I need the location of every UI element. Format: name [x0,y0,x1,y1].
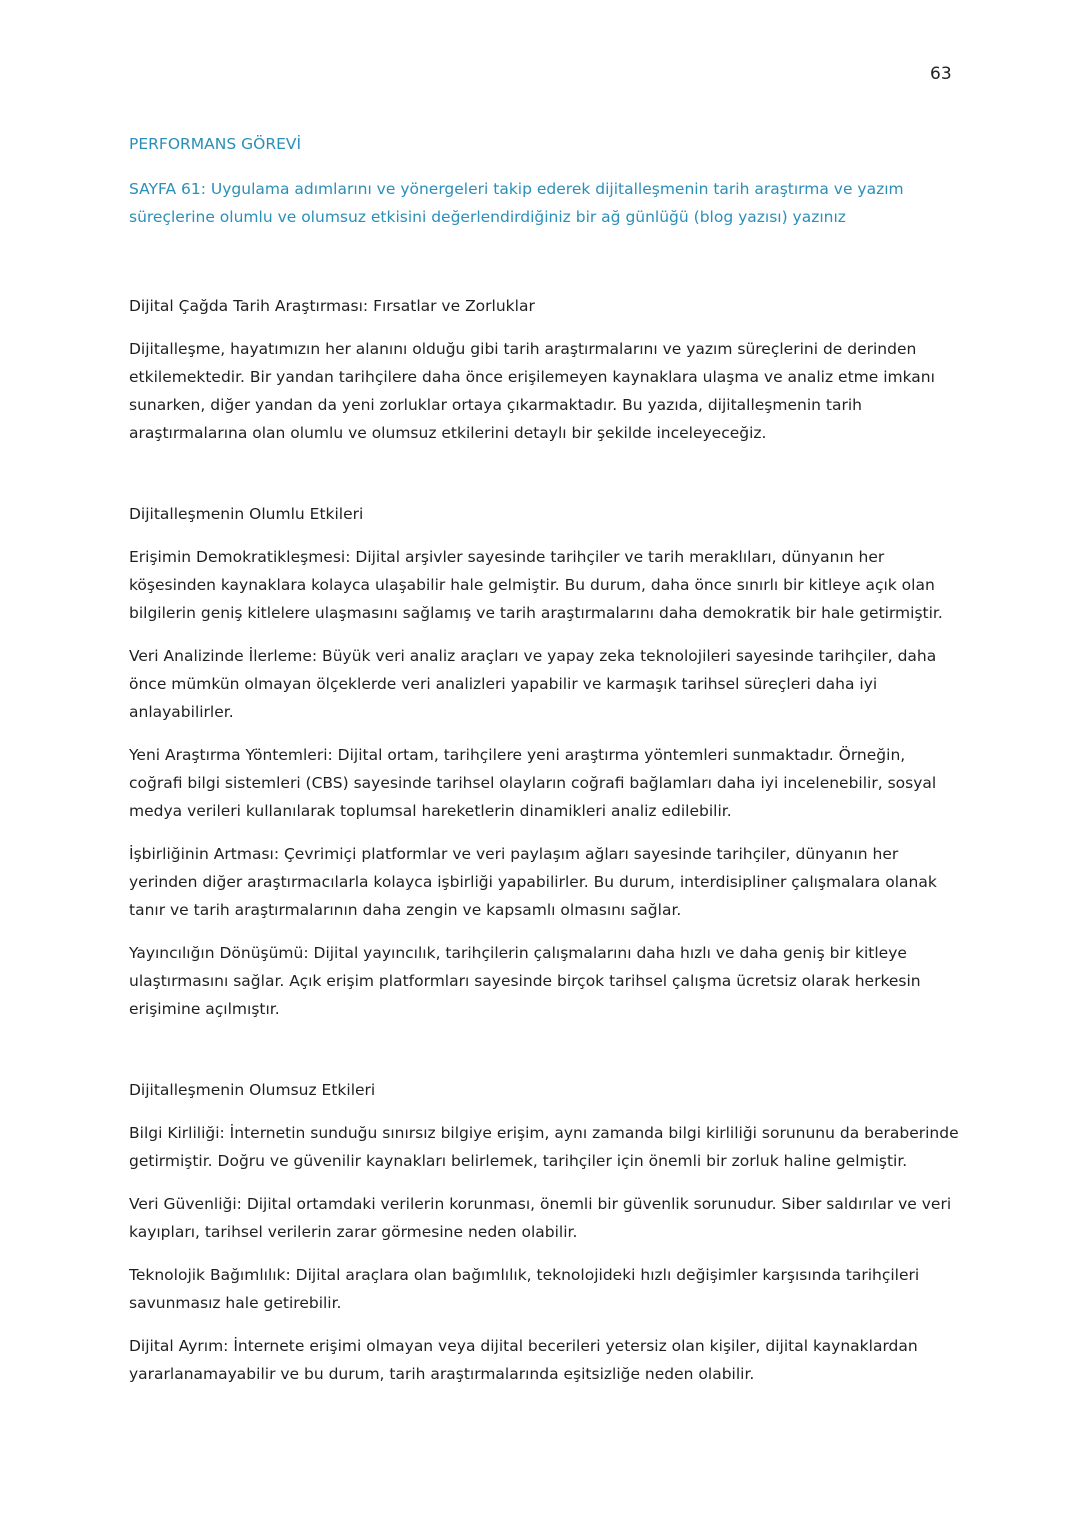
positive-item-collaboration: İşbirliğinin Artması: Çevrimiçi platformlar ve veri paylaşım ağları sayesinde tarihçiler, dünyanın her yerinden diğer araştırmacılarla kolayca işbirliği yapabilirler. Bu durum, interdisipliner çalışmalara olanak tanır ve tarih araştırmalarının daha zengin ve kapsamlı olmasını sağlar. [129,845,937,919]
page-number: 63 [930,64,952,84]
task-description: SAYFA 61: Uygulama adımlarını ve yönergeleri takip ederek dijitalleşmenin tarih araştırma ve yazım süreçlerine olumlu ve olumsuz etkisini değerlendirdiğiniz bir ağ günlüğü (blog yazısı) yazınız [129,180,904,226]
negative-item-tech-dependency: Teknolojik Bağımlılık: Dijital araçlara olan bağımlılık, teknolojideki hızlı değişimler karşısında tarihçileri savunmasız hale getirebilir. [129,1266,920,1312]
negative-effects-heading: Dijitalleşmenin Olumsuz Etkileri [129,1081,376,1099]
negative-item-digital-divide: Dijital Ayrım: İnternete erişimi olmayan veya dijital becerileri yetersiz olan kişiler, dijital kaynaklardan yararlanamayabilir ve bu durum, tarih araştırmalarında eşitsizliğe neden olabilir. [129,1337,918,1383]
positive-item-data-analysis: Veri Analizinde İlerleme: Büyük veri analiz araçları ve yapay zeka teknolojileri sayesinde tarihçiler, daha önce mümkün olmayan ölçeklerde veri analizleri yapabilir ve karmaşık tarihsel süreçleri daha iyi anlayabilirler. [129,647,937,721]
positive-effects-heading: Dijitalleşmenin Olumlu Etkileri [129,505,364,523]
blog-title: Dijital Çağda Tarih Araştırması: Fırsatlar ve Zorluklar [129,297,535,315]
positive-item-research-methods: Yeni Araştırma Yöntemleri: Dijital ortam, tarihçilere yeni araştırma yöntemleri sunmaktadır. Örneğin, coğrafi bilgi sistemleri (CBS) sayesinde tarihsel olayların coğrafi bağlamları daha iyi incelenebilir, sosyal medya verileri kullanılarak toplumsal hareketlerin dinamikleri analiz edilebilir. [129,746,937,820]
document-body [129,130,959,1388]
positive-item-publishing: Yayıncılığın Dönüşümü: Dijital yayıncılık, tarihçilerin çalışmalarını daha hızlı ve daha geniş bir kitleye ulaştırmasını sağlar. Açık erişim platformları sayesinde birçok tarihsel çalışma ücretsiz olarak herkesin erişimine açılmıştır. [129,944,921,1018]
negative-item-information-pollution: Bilgi Kirliliği: İnternetin sunduğu sınırsız bilgiye erişim, aynı zamanda bilgi kirliliği sorununu da beraberinde getirmiştir. Doğru ve güvenilir kaynakları belirlemek, tarihçiler için önemli bir zorluk haline gelmiştir. [129,1124,959,1170]
blog-intro: Dijitalleşme, hayatımızın her alanını olduğu gibi tarih araştırmalarını ve yazım süreçlerini de derinden etkilemektedir. Bir yandan tarihçilere daha önce erişilemeyen kaynaklara ulaşma ve analiz etme imkanı sunarken, diğer yandan da yeni zorluklar ortaya çıkarmaktadır. Bu yazıda, dijitalleşmenin tarih araştırmalarına olan olumlu ve olumsuz etkilerini detaylı bir şekilde inceleyeceğiz. [129,340,935,442]
task-title: PERFORMANS GÖREVİ [129,135,302,153]
positive-item-access: Erişimin Demokratikleşmesi: Dijital arşivler sayesinde tarihçiler ve tarih meraklıları, dünyanın her köşesinden kaynaklara kolayca ulaşabilir hale gelmiştir. Bu durum, daha önce sınırlı bir kitleye açık olan bilgilerin geniş kitlelere ulaşmasını sağlamış ve tarih araştırmalarını daha demokratik bir hale getirmiştir. [129,548,943,622]
negative-item-data-security: Veri Güvenliği: Dijital ortamdaki verilerin korunması, önemli bir güvenlik sorunudur. Siber saldırılar ve veri kayıpları, tarihsel verilerin zarar görmesine neden olabilir. [129,1195,952,1241]
